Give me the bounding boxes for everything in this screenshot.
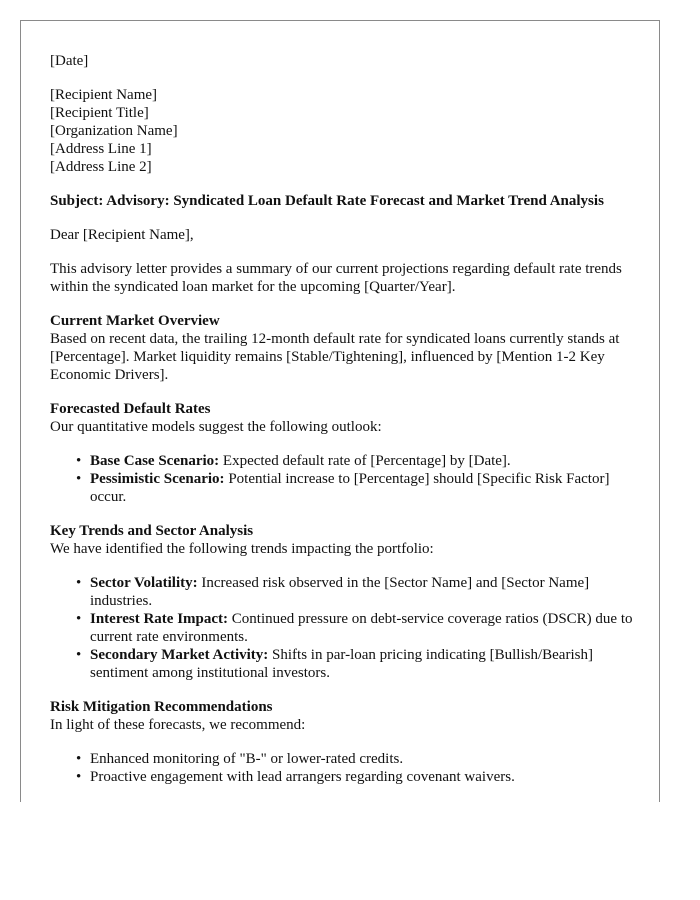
section-intro: We have identified the following trends impacting the portfolio:: [50, 541, 434, 557]
recipient-address-line-2: [Address Line 2]: [50, 159, 152, 175]
letter-date: [Date]: [50, 53, 89, 69]
list-item: [76, 470, 640, 506]
list-item-text: Expected default rate of [Percentage] by [Date].: [219, 453, 511, 469]
bullet-icon: •: [76, 471, 82, 487]
section-body: Based on recent data, the trailing 12-month default rate for syndicated loans currently stands at [Percentage]. Market liquidity remains [Stable/Tightening], influenced by [Mention 1-2 Key Economic Drivers].: [50, 331, 620, 383]
recommendations-list: [50, 750, 640, 786]
trends-list: [50, 574, 640, 682]
section-intro: In light of these forecasts, we recommend:: [50, 717, 306, 733]
section-trends: [50, 522, 640, 682]
list-item: [76, 452, 640, 470]
list-item-label: Pessimistic Scenario:: [90, 471, 225, 487]
section-heading: Current Market Overview: [50, 313, 220, 329]
list-item-label: Secondary Market Activity:: [90, 647, 269, 663]
list-item: [76, 574, 640, 610]
recipient-title: [Recipient Title]: [50, 105, 149, 121]
letter-greeting: Dear [Recipient Name],: [50, 227, 194, 243]
letter-intro: This advisory letter provides a summary of our current projections regarding default rate trends within the syndicated loan market for the upcoming [Quarter/Year].: [50, 261, 622, 295]
letter-body: [50, 52, 640, 802]
list-item-text: Increased risk observed in the [Sector Name] and [Sector Name] industries.: [90, 575, 590, 609]
letter-subject: Subject: Advisory: Syndicated Loan Default Rate Forecast and Market Trend Analysis: [50, 193, 604, 209]
section-forecast: [50, 400, 640, 506]
bullet-icon: •: [76, 453, 82, 469]
section-heading: Forecasted Default Rates: [50, 401, 211, 417]
list-item-text: Potential increase to [Percentage] should [Specific Risk Factor] occur.: [90, 471, 610, 505]
recipient-organization: [Organization Name]: [50, 123, 178, 139]
bullet-icon: •: [76, 769, 82, 785]
section-intro: Our quantitative models suggest the following outlook:: [50, 419, 382, 435]
bullet-icon: •: [76, 751, 82, 767]
letter-page: [20, 20, 660, 802]
list-item-text: Continued pressure on debt-service coverage ratios (DSCR) due to current rate environments.: [90, 611, 633, 645]
bullet-icon: •: [76, 575, 82, 591]
section-heading: Key Trends and Sector Analysis: [50, 523, 254, 539]
section-heading: Risk Mitigation Recommendations: [50, 699, 273, 715]
section-recommendations: [50, 698, 640, 786]
list-item: [76, 610, 640, 646]
list-item-text: Enhanced monitoring of "B-" or lower-rated credits.: [90, 751, 404, 767]
list-item-text: Shifts in par-loan pricing indicating [Bullish/Bearish] sentiment among institutional investors.: [90, 647, 593, 681]
bullet-icon: •: [76, 647, 82, 663]
list-item-label: Base Case Scenario:: [90, 453, 220, 469]
list-item: [76, 750, 640, 768]
list-item: [76, 646, 640, 682]
list-item-label: Interest Rate Impact:: [90, 611, 229, 627]
bullet-icon: •: [76, 611, 82, 627]
recipient-block: [50, 86, 640, 176]
section-market-overview: [50, 312, 640, 384]
list-item-text: Proactive engagement with lead arrangers regarding covenant waivers.: [90, 769, 515, 785]
forecast-list: [50, 452, 640, 506]
list-item-label: Sector Volatility:: [90, 575, 198, 591]
list-item: [76, 768, 640, 786]
recipient-address-line-1: [Address Line 1]: [50, 141, 152, 157]
recipient-name: [Recipient Name]: [50, 87, 158, 103]
